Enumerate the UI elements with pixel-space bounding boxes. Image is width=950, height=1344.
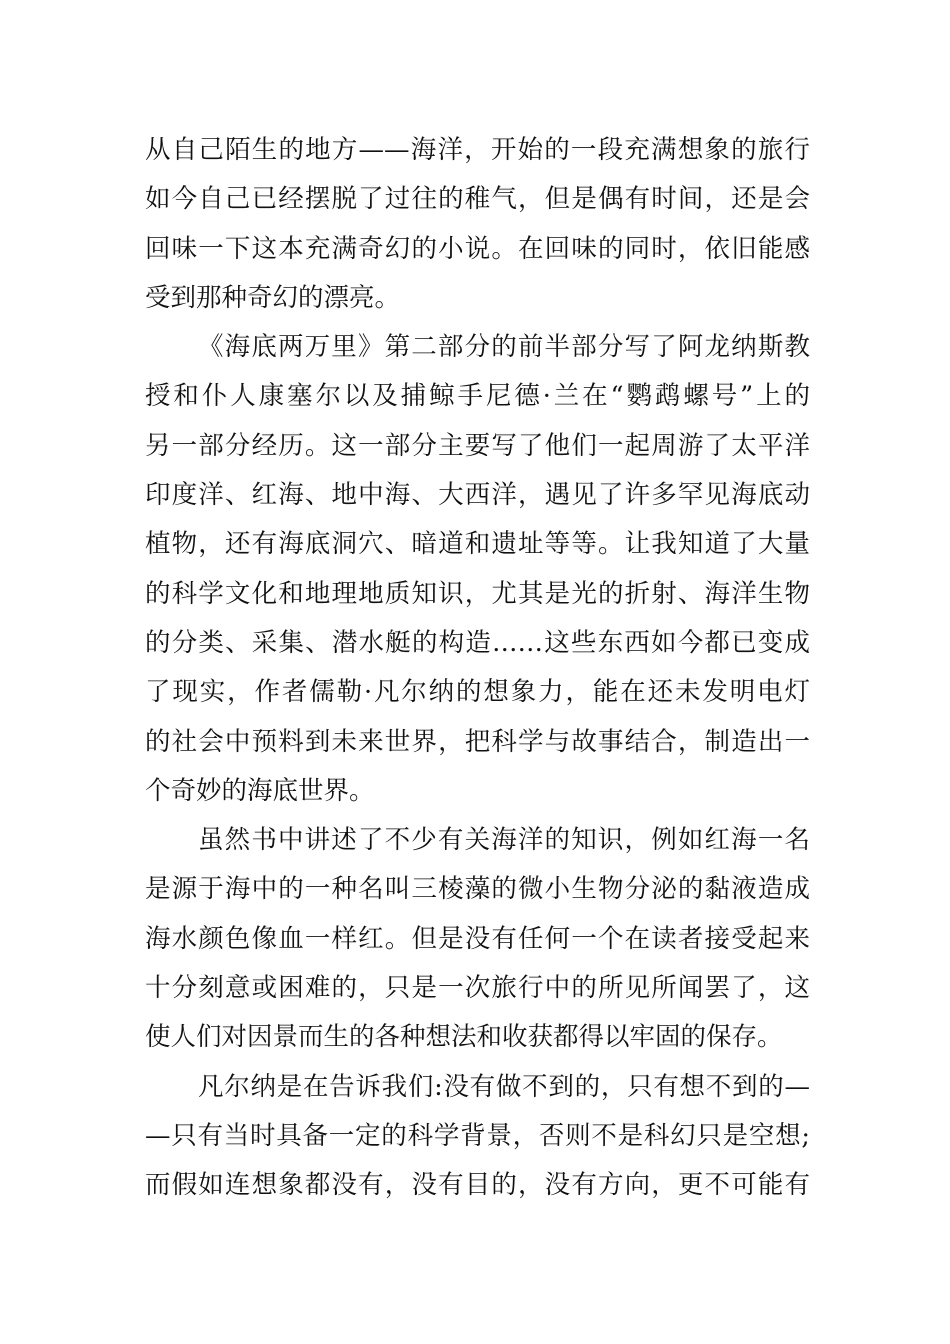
text-line: 授和仆人康塞尔以及捕鲸手尼德·兰在“鹦鹉螺号”上的 <box>145 381 810 412</box>
text-line: 的社会中预料到未来世界，把科学与故事结合，制造出一 <box>145 726 810 757</box>
text-line: 海水颜色像血一样红。但是没有任何一个在读者接受起来 <box>145 923 810 954</box>
text-line: 是源于海中的一种名叫三棱藻的微小生物分泌的黏液造成 <box>145 874 810 905</box>
text-line: 《海底两万里》第二部分的前半部分写了阿龙纳斯教 <box>198 332 810 363</box>
text-line: 印度洋、红海、地中海、大西洋，遇见了许多罕见海底动 <box>145 480 810 511</box>
text-line: 另一部分经历。这一部分主要写了他们一起周游了太平洋 <box>145 430 810 461</box>
text-line: 的科学文化和地理地质知识，尤其是光的折射、海洋生物 <box>145 578 810 609</box>
paragraph <box>145 126 810 323</box>
text-line: 受到那种奇幻的漂亮。 <box>145 282 401 313</box>
text-line: 的分类、采集、潜水艇的构造……这些东西如今都已变成 <box>145 627 810 658</box>
text-line: 如今自己已经摆脱了过往的稚气，但是偶有时间，还是会 <box>145 184 810 215</box>
text-line: 十分刻意或困难的，只是一次旅行中的所见所闻罢了，这 <box>145 973 810 1004</box>
text-line: 了现实，作者儒勒·凡尔纳的想象力，能在还未发明电灯 <box>145 677 810 708</box>
text-line: —只有当时具备一定的科学背景，否则不是科幻只是空想; <box>145 1120 810 1151</box>
text-line: 从自己陌生的地方——海洋，开始的一段充满想象的旅行 <box>145 135 810 165</box>
document-body <box>145 126 810 1211</box>
text-line: 个奇妙的海底世界。 <box>145 775 375 806</box>
text-line: 虽然书中讲述了不少有关海洋的知识，例如红海一名 <box>198 825 810 856</box>
text-line: 使人们对因景而生的各种想法和收获都得以牢固的保存。 <box>145 1022 783 1053</box>
text-line: 而假如连想象都没有，没有目的，没有方向，更不可能有 <box>145 1170 810 1201</box>
text-line: 回味一下这本充满奇幻的小说。在回味的同时，依旧能感 <box>145 233 810 264</box>
paragraph <box>145 323 810 816</box>
text-line: 植物，还有海底洞穴、暗道和遗址等等。让我知道了大量 <box>145 529 810 560</box>
paragraph <box>145 1063 810 1211</box>
text-line: 凡尔纳是在告诉我们:没有做不到的，只有想不到的— <box>198 1071 810 1102</box>
paragraph <box>145 816 810 1062</box>
